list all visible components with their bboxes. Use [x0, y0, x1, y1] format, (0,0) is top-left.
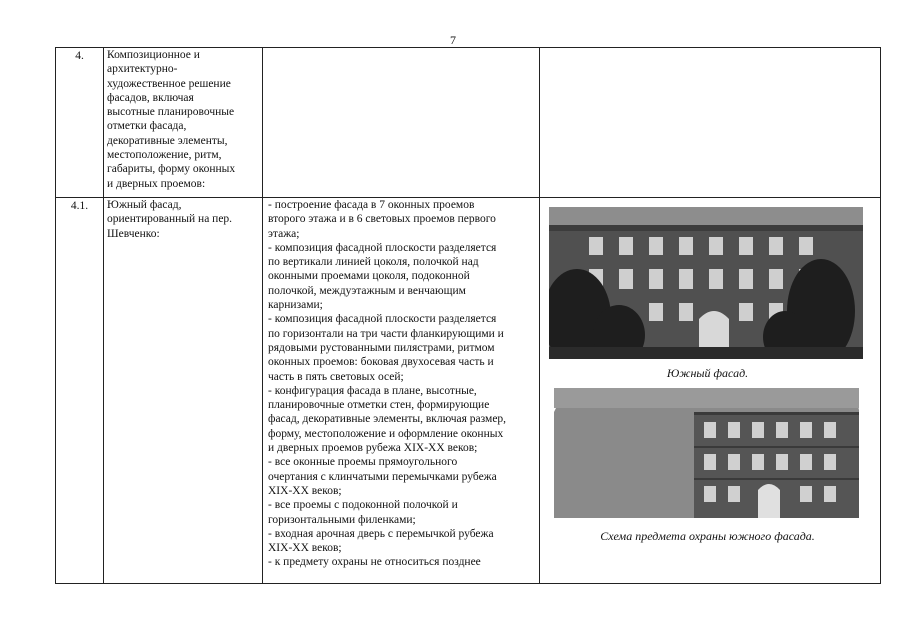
protection-table [55, 47, 881, 584]
row-name: Композиционное и архитектурно- художественное решение фасадов, включая высотные планировочные отметки фасада, декоративные элементы, местоположение, ритм, габариты, форму оконных и дверных проемов: [104, 48, 263, 198]
row-images [540, 198, 881, 584]
page-number: 7 [450, 33, 456, 47]
row-description-empty [263, 48, 540, 198]
table-row [56, 48, 881, 198]
row-description: - построение фасада в 7 оконных проемов второго этажа и в 6 световых проемов первого этажа; - композиция фасадной плоскости разделяется по вертикали линией цоколя, полочкой над оконными проемами цоколя, подоконной полочкой, междуэтажным и венчающим карнизами; - композиция фасадной плоскости разделяется по горизонтали на три части фланкирующими и рядовыми рустованными пилястрами, ритмом оконных проемов: боковая двухосевая часть и часть в пять световых осей; - конфигурация фасада в плане, высотные, планировочные отметки стен, формирующие фасад, декоративные элементы, включая размер, форму, местоположение и оформление оконных и дверных проемов рубежа XIX-XX веков; - все оконные проемы прямоугольного очертания с клинчатыми перемычками рубежа XIX-XX веков; - все проемы с подоконной полочкой и горизонтальными филенками; - входная арочная дверь с перемычкой рубежа XIX-XX веков; - к предмету охраны не относиться позднее [263, 198, 540, 584]
photo-caption: Южный фасад. [666, 366, 749, 380]
row-name: Южный фасад, ориентированный на пер. Шевченко: [104, 198, 263, 584]
table-row [56, 198, 881, 584]
row-number: 4.1. [56, 198, 104, 584]
row-number: 4. [56, 48, 104, 198]
row-image-empty [540, 48, 881, 198]
south-facade-photo [549, 207, 863, 359]
south-facade-scheme [554, 388, 859, 520]
scheme-caption: Схема предмета охраны южного фасада. [600, 529, 815, 543]
